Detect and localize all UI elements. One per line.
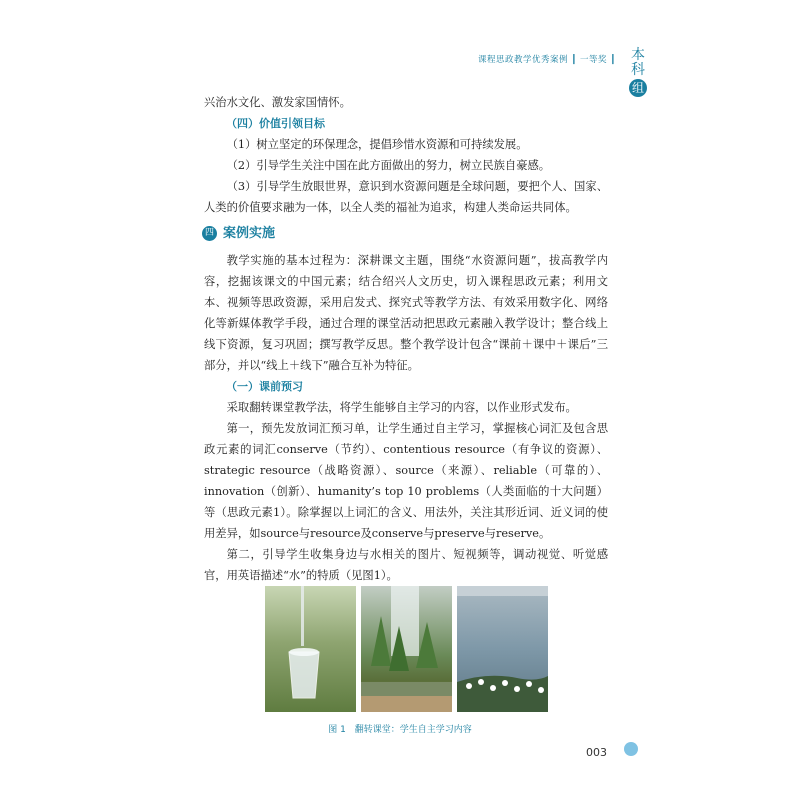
photo-water-glass (265, 586, 356, 712)
figure-caption: 图 1 翻转课堂：学生自主学习内容 (328, 725, 472, 735)
page-body (204, 92, 608, 586)
paragraph-continuation: 兴治水文化、激发家国情怀。 (204, 96, 351, 109)
side-tab-char-3: 组 (629, 79, 647, 97)
side-tab-char-2: 科 (631, 62, 645, 78)
side-section-tab (627, 48, 649, 97)
page-tab-marker (624, 742, 638, 756)
photo-waterfall (361, 586, 452, 712)
photo-lake-flowers (457, 586, 548, 712)
figure-photos (265, 586, 548, 712)
side-tab-char-1: 本 (631, 47, 645, 63)
paragraph-implementation: 教学实施的基本过程为：深耕课文主题，围绕“水资源问题”，拔高教学内容，挖掘该课文的中国元素；结合绍兴人文历史，切入课程思政元素；利用文本、视频等思政资源，采用启发式、探究式等教学方法、有效采用数字化、网络化等新媒体教学手段，通过合理的课堂活动把思政元素融入教学设计；整合线上线下资源，复习巩固；撰写教学反思。整个教学设计包含“课前＋课中＋课后”三部分，并以“线上＋线下”融合互补为特征。 (204, 254, 608, 372)
section-number-badge: 四 (202, 226, 217, 241)
running-header: 课程思政教学优秀案例 ┃ 一等奖 ┃ (478, 55, 616, 65)
paragraph-goal-1: （1）树立坚定的环保理念，提倡珍惜水资源和可持续发展。 (226, 138, 528, 151)
subheading-value-goals: （四）价值引领目标 (226, 117, 325, 130)
page-number: 003 (586, 746, 607, 759)
paragraph-goal-3: （3）引导学生放眼世界，意识到水资源问题是全球问题，要把个人、国家、人类的价值要求融为一体，以全人类的福祉为追求，构建人类命运共同体。 (204, 180, 608, 214)
subheading-preview: （一）课前预习 (226, 380, 303, 393)
paragraph-vocabulary: 第一，预先发放词汇预习单，让学生通过自主学习，掌握核心词汇及包含思政元素的词汇conserve（节约）、contentious resource（有争议的资源）、strategic resource（战略资源）、source（来源）、reliable（可靠的）、innovation（创新）、humanity’s top 10 problems（人类面临的十大问题）等（思政元素1）。除掌握以上词汇的含义、用法外，关注其形近词、近义词的使用差异，如source与resource及conserve与preserve与reserve。 (204, 422, 608, 540)
paragraph-flipped-classroom: 采取翻转课堂教学法，将学生能够自主学习的内容，以作业形式发布。 (226, 401, 577, 414)
paragraph-collect-images: 第二，引导学生收集身边与水相关的图片、短视频等，调动视觉、听觉感官，用英语描述“水”的特质（见图1）。 (204, 548, 608, 582)
section-heading (202, 223, 608, 244)
section-title: 案例实施 (223, 226, 276, 241)
paragraph-goal-2: （2）引导学生关注中国在此方面做出的努力，树立民族自豪感。 (226, 159, 551, 172)
